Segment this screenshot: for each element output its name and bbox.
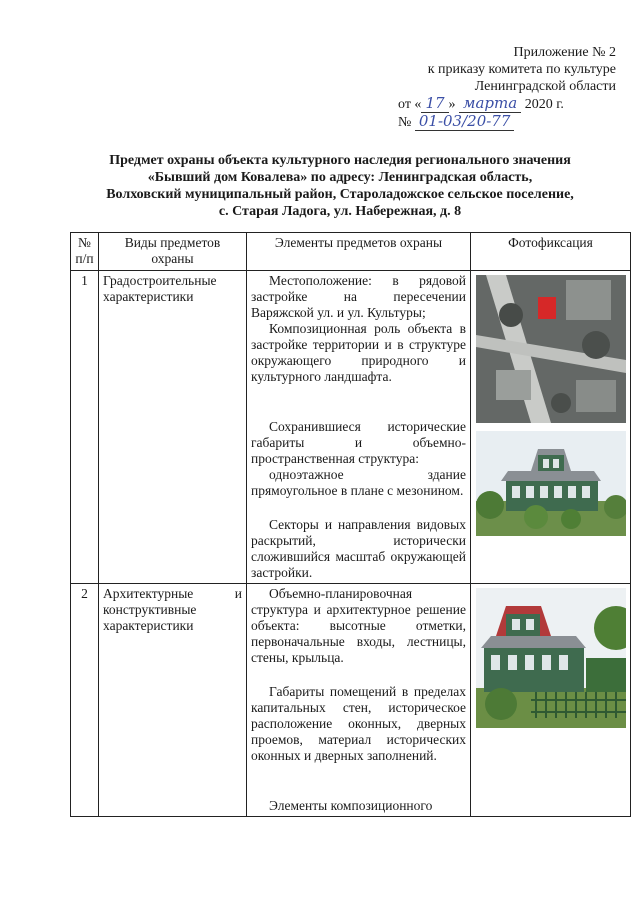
row-photos: [471, 271, 631, 584]
document-title: [70, 152, 610, 220]
row-kind: Градостроительные характеристики: [99, 271, 247, 584]
house-photo-1: [476, 431, 626, 536]
date-close: »: [448, 97, 456, 112]
header-photo: Фотофиксация: [471, 233, 631, 271]
element-paragraph: Композиционная роль объекта в застройке территории и в структуре окружающего природного и культурного ландшафта.: [251, 321, 466, 384]
handwritten-month: марта: [459, 94, 521, 113]
header-num: № п/п: [71, 233, 99, 271]
element-paragraph: одноэтажное здание прямоугольное в плане с мезонином.: [251, 467, 466, 498]
appendix-line-2: к приказу комитета по культуре: [427, 62, 616, 77]
date-year: 2020 г.: [524, 97, 564, 112]
header-kind: Виды предметов охраны: [99, 233, 247, 271]
element-paragraph: Элементы композиционного: [269, 798, 433, 813]
protection-table: [70, 232, 631, 817]
appendix-header: [376, 44, 616, 131]
appendix-line-1: Приложение № 2: [513, 45, 616, 60]
table-row: [71, 271, 631, 584]
title-line-3: Волховский муниципальный район, Староладожское сельское поселение,: [106, 187, 574, 202]
header-elements: Элементы предметов охраны: [247, 233, 471, 271]
row-elements: [247, 271, 471, 584]
title-line-4: с. Старая Ладога, ул. Набережная, д. 8: [218, 204, 462, 219]
element-paragraph: Секторы и направления видовых раскрытий, исторически сложившийся масштаб окружающей застройки.: [251, 517, 466, 580]
element-paragraph: Сохранившиеся исторические габариты и объемно-пространственная структура:: [251, 419, 466, 466]
element-paragraph: Объемно-планировочная структура и архитектурное решение объекта: высотные отметки, первоначальные входы, лестницы, стены, крыльца.: [251, 586, 466, 665]
aerial-map-photo: [476, 275, 626, 423]
table-row: [71, 584, 631, 817]
handwritten-number: 01-03/20-77: [415, 112, 515, 131]
highlighted-building: [538, 297, 556, 319]
title-line-1: Предмет охраны объекта культурного наследия регионального значения: [109, 153, 571, 168]
date-prefix: от «: [398, 97, 422, 112]
handwritten-day: 17: [421, 94, 448, 113]
row-photos: [471, 584, 631, 817]
element-paragraph: Габариты помещений в пределах капитальных стен, историческое расположение оконных, дверных проемов, материал исторических оконных и дверных заполнений.: [251, 684, 466, 763]
appendix-date: [376, 95, 616, 113]
row-number: 2: [71, 584, 99, 817]
row-number: 1: [71, 271, 99, 584]
element-paragraph: Местоположение: в рядовой застройке на пересечении Варяжской ул. и ул. Культуры;: [251, 273, 466, 320]
appendix-number: [376, 113, 616, 131]
house-photo-2: [476, 588, 626, 728]
appendix-line-3: Ленинградской области: [474, 79, 616, 94]
number-prefix: №: [398, 115, 412, 130]
row-elements: [247, 584, 471, 817]
row-kind: Архитектурные и конструктивные характеристики: [99, 584, 247, 817]
title-line-2: «Бывший дом Ковалева» по адресу: Ленинградская область,: [147, 170, 533, 185]
table-header-row: [71, 233, 631, 271]
